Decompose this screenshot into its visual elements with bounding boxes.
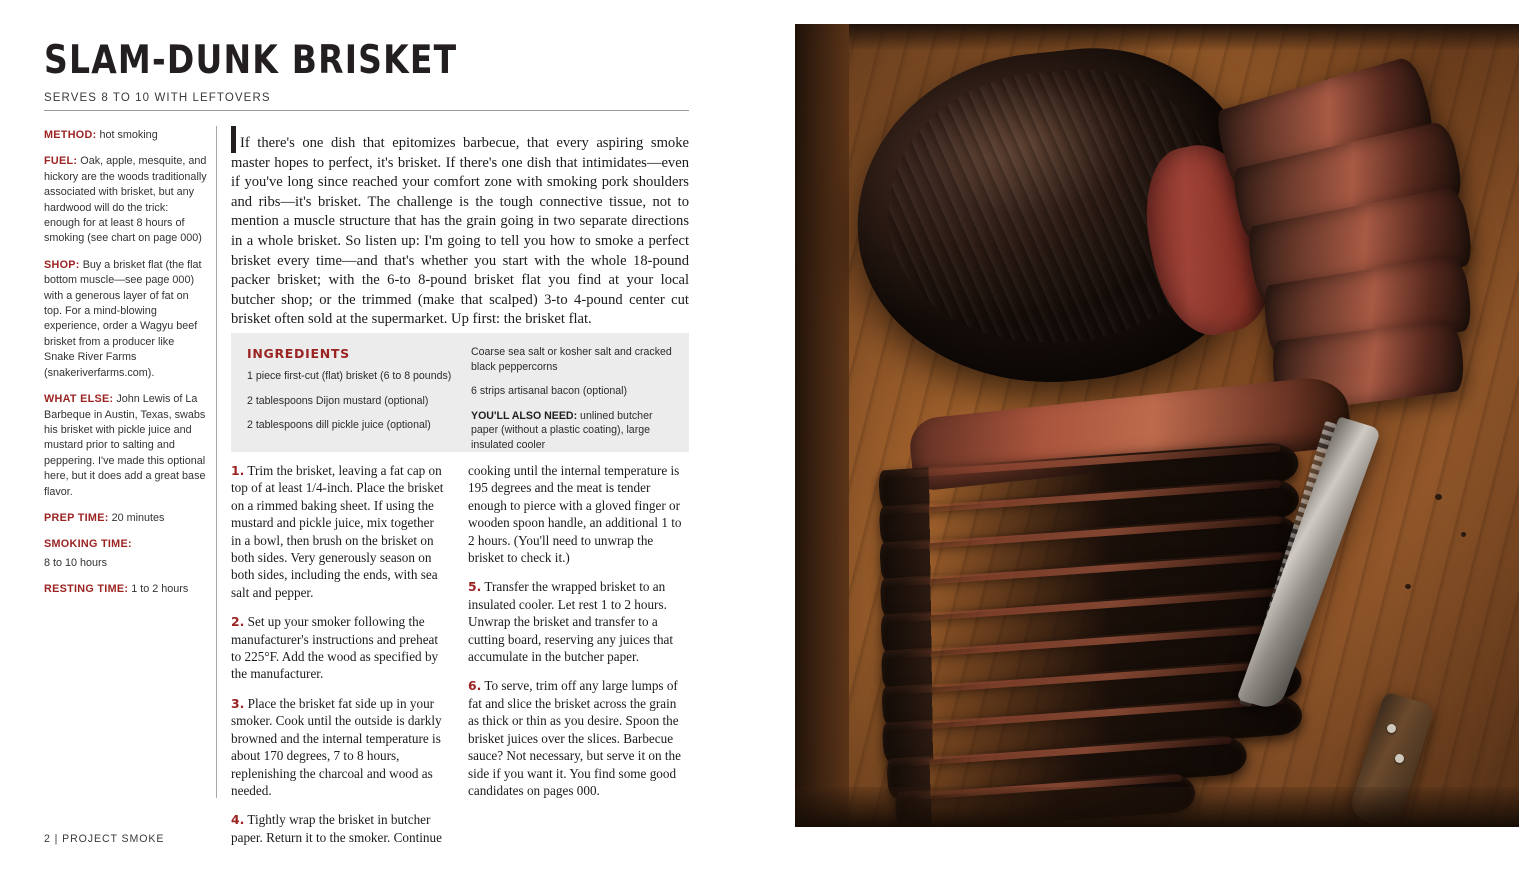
step-text: cooking until the internal temperature is 195 degrees and the meat is tender enough to pierce with a gloved finger or wooden spoon handle, an additional 1 to 2 hours. (You'll need to unwrap the brisket to check it.) [468,463,682,566]
ingredient-item: 2 tablespoons dill pickle juice (optional) [247,419,431,432]
intro-dropcap: I [240,135,245,151]
sidebar-smokingtime-value: 8 to 10 hours [44,556,108,569]
ingredient-item: 2 tablespoons Dijon mustard (optional) [247,394,429,407]
sidebar-preptime-label: PREP TIME: [44,511,109,524]
step-text: Transfer the wrapped brisket to an insulated cooler. Let rest 1 to 2 hours. Unwrap the brisket and transfer to a cutting board, reserving any juices that accumulate in the butcher paper. [468,579,674,665]
ingredients-column-left [247,369,462,443]
ingredient-item: 1 piece first-cut (flat) brisket (6 to 8 pounds) [247,370,452,382]
knife-rivet [1395,754,1404,763]
sidebar-restingtime [44,582,207,597]
photo-background [795,24,1519,827]
board-edge-left [795,24,849,827]
sidebar-fuel-value: Oak, apple, mesquite, and hickory are the woods traditionally associated with brisket, but any hardwood will do the trick: enough for at least 8 hours of smoking (see chart on page 000) [44,155,207,245]
board-edge-top [795,24,1519,50]
bark-crumb [1435,494,1442,500]
step-number: 4. [231,812,245,828]
title-block [44,36,689,104]
bark-crumb [1405,584,1411,589]
step-item [231,695,444,799]
ingredient-item: Coarse sea salt or kosher salt and cracked black peppercorns [471,346,672,373]
steps-column-left [231,462,444,858]
sidebar-smokingtime-value-row [44,556,207,571]
title-divider [44,110,689,111]
step-item [231,462,444,601]
intro-text: f there's one dish that epitomizes barbecue, that every aspiring smoke master hopes to perfect, it's brisket. If there's one dish that intimidates—even if you've long since reached your comfort zone with smoking pork shoulders and ribs—it's brisket. The challenge is the tough connective tissue, not to mention a muscle structure that has the grain going in two separate directions in a whole brisket. So listen up: I'm going to tell you how to smoke a perfect brisket every time—and that's whether you start with the whole 18-pound packer brisket; with the 6-to 8-pound brisket flat you find at your local butcher shop; or the trimmed (make that scalped) 3-to 4-pound center cut brisket often sold at the supermarket. Up first: the brisket flat. [231,135,689,328]
ingredients-box [231,333,689,452]
ingredients-column-right [471,345,676,463]
step-text: Place the brisket fat side up in your smoker. Cook until the outside is darkly browned and the internal temperature is about 170 degrees, 7 to 8 hours, replenishing the charcoal and wood as needed. [231,695,442,798]
sidebar-fuel [44,154,207,246]
intro-paragraph [231,126,689,330]
ingredients-equipment [471,409,676,453]
step-text: Trim the brisket, leaving a fat cap on top of at least 1/4-inch. Place the brisket on a rimmed baking sheet. If using the mustard and pickle juice, mix together in a bowl, then brush on the brisket on both sides. Very generously season on both sides, including the ends, with sea salt and pepper. [231,463,444,600]
sidebar-restingtime-label: RESTING TIME: [44,583,129,596]
sidebar-preptime [44,511,207,526]
sidebar-smokingtime-label: SMOKING TIME: [44,538,132,551]
column-divider [216,126,217,798]
ingredients-heading: INGREDIENTS [247,346,350,361]
step-item [231,811,444,846]
recipe-sidebar [44,128,207,609]
bark-crumb [1461,532,1466,537]
sidebar-method-value: hot smoking [96,129,158,141]
sidebar-whatelse-value: John Lewis of La Barbeque in Austin, Texas, swabs his brisket with pickle juice and mustard prior to salting and peppering. I've made this optional here, but it does add a great base flavor. [44,393,206,498]
step-text: Tightly wrap the brisket in butcher paper. Return it to the smoker. Continue [231,812,442,845]
sidebar-smokingtime-label-row [44,537,207,552]
step-number: 5. [468,579,482,595]
dropcap-rule [231,126,236,153]
sidebar-method-label: METHOD: [44,129,97,141]
sidebar-restingtime-value: 1 to 2 hours [128,583,189,596]
step-number: 2. [231,614,245,630]
sidebar-shop-label: SHOP: [44,258,80,271]
step-item [468,677,689,799]
sidebar-fuel-label: FUEL: [44,155,78,168]
board-edge-bottom [795,787,1519,827]
sidebar-preptime-value: 20 minutes [108,511,165,524]
page-title: SLAM-DUNK BRISKET [44,36,458,83]
sidebar-shop [44,258,207,381]
step-number: 6. [468,678,482,694]
step-number: 1. [231,463,245,478]
step-item [468,578,689,665]
step-number: 3. [231,695,245,711]
sidebar-shop-value: Buy a brisket flat (the flat bottom muscle—see page 000) with a generous layer of fat on top. For a mind-blowing experience, order a Wagyu beef brisket from a producer like Snake River Farms (snakeriverfarms.com). [44,258,202,379]
page-folio: 2 | PROJECT SMOKE [44,833,165,845]
ingredient-item: 6 strips artisanal bacon (optional) [471,385,628,398]
step-item-continued [468,462,689,566]
step-text: To serve, trim off any large lumps of fat and slice the brisket across the grain as thick or thin as you desire. Spoon the brisket juices over the slices. Barbecue sauce? Not necessary, but serve it on the side if you want it. You find some good candidates on pages 000. [468,678,681,798]
sidebar-whatelse-label: WHAT ELSE: [44,393,114,406]
sidebar-whatelse [44,392,207,500]
ingredients-equipment-label: YOU'LL ALSO NEED: [471,409,578,422]
sidebar-method [44,128,207,143]
ingredients-equipment-value: unlined butcher paper (without a plastic coating), large insulated cooler [471,409,653,451]
serves-line: SERVES 8 TO 10 WITH LEFTOVERS [44,91,271,104]
step-text: Set up your smoker following the manufacturer's instructions and preheat to 225°F. Add the wood as specified by the manufacturer. [231,614,439,682]
knife-rivet [1387,724,1396,733]
step-item [231,613,444,683]
recipe-photo [795,24,1519,827]
steps-column-right [468,462,689,811]
